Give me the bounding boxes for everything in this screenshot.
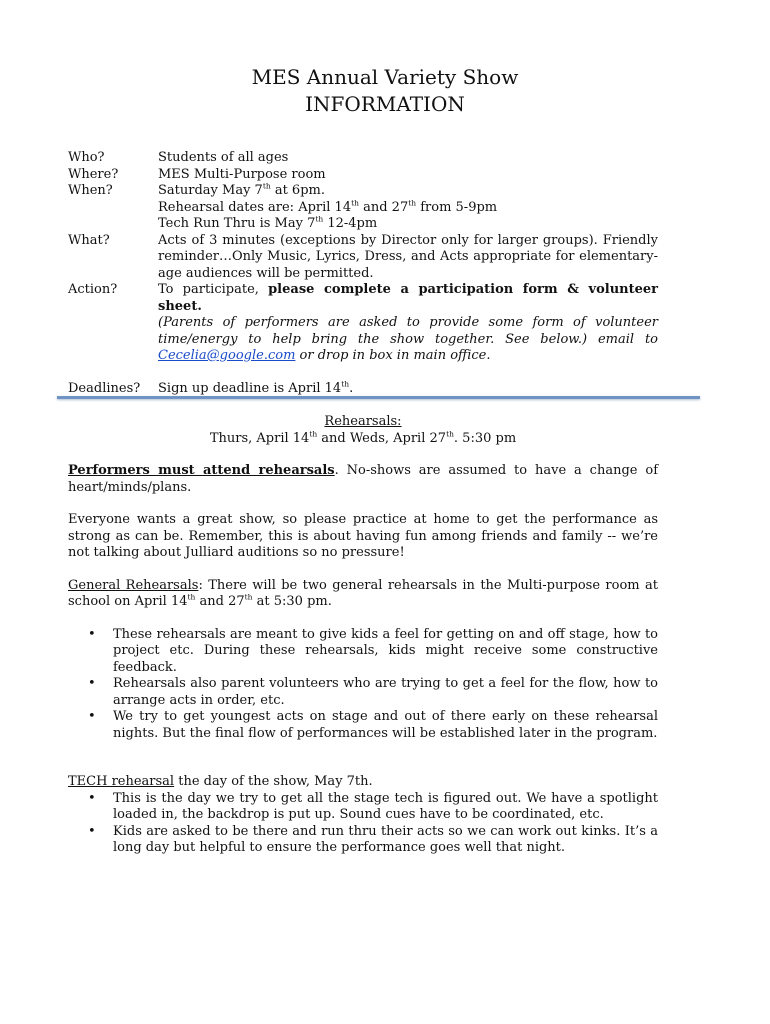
list-item: • Rehearsals also parent volunteers who are trying to get a feel for the flow, how to arrange acts in order, etc.	[68, 676, 658, 709]
document-title	[0, 64, 770, 118]
list-item: • This is the day we try to get all the stage tech is figured out. We have a spotlight loaded in, the backdrop is put up. Sound cues have to be coordinated, etc.	[68, 791, 658, 824]
who-value: Students of all ages	[158, 150, 289, 165]
list-item: • We try to get youngest acts on stage and out of there early on these rehearsal nights. But the final flow of performances will be established later in the program.	[68, 709, 658, 742]
rehearsals-dates: Thurs, April 14th and Weds, April 27th. 5:30 pm	[209, 429, 517, 446]
info-table	[68, 150, 658, 397]
everyone-paragraph: Everyone wants a great show, so please practice at home to get the performance as strong as can be. Remember, this is about having fun among friends and family -- we’re not talking about Julliard auditions so no pressure!	[68, 512, 658, 560]
tech-rehearsal-paragraph: TECH rehearsal the day of the show, May 7th.	[68, 774, 373, 789]
deadlines-value: Sign up deadline is April 14th.	[158, 379, 354, 396]
list-item: • Kids are asked to be there and run thru their acts so we can work out kinks. It’s a long day but helpful to ensure the performance goes well that night.	[68, 824, 658, 857]
when-line-2: Rehearsal dates are: April 14th and 27th from 5-9pm	[158, 198, 498, 215]
info-row-where	[68, 167, 658, 184]
email-link[interactable]: Cecelia@google.com	[158, 348, 296, 363]
who-label: Who?	[68, 150, 105, 165]
where-value: MES Multi-Purpose room	[158, 166, 326, 182]
info-row-what	[68, 233, 658, 283]
list-item: • These rehearsals are meant to give kids a feel for getting on and off stage, how to project etc. During these rehearsals, kids might receive some constructive feedback.	[68, 627, 658, 677]
rehearsals-section	[68, 414, 658, 857]
when-value	[158, 183, 658, 233]
general-rehearsals-label: General Rehearsals	[68, 577, 199, 593]
tech-rehearsal-label: TECH rehearsal	[68, 774, 175, 789]
action-bold-text: please complete a participation form & volunteer sheet.	[158, 282, 659, 314]
action-value: To participate, please complete a participation form & volunteer sheet. (Parents of performers are asked to provide some form of volunteer time/energy to help bring the show together. See below.) email to Cecelia@google.com or drop in box in main office.	[158, 282, 659, 363]
when-line-1: Saturday May 7th at 6pm.	[158, 181, 325, 198]
when-label: When?	[68, 183, 113, 198]
info-row-when	[68, 183, 658, 233]
info-row-action	[68, 282, 658, 365]
where-label: Where?	[68, 166, 119, 182]
deadlines-label: Deadlines?	[68, 380, 141, 396]
general-rehearsals-list	[68, 627, 658, 743]
info-row-deadlines	[68, 381, 658, 398]
general-rehearsals-paragraph: General Rehearsals: There will be two general rehearsals in the Multi-purpose room at school on April 14th and 27th at 5:30 pm.	[68, 577, 658, 609]
performers-bold: Performers must attend rehearsals	[68, 463, 335, 478]
info-row-who	[68, 150, 658, 167]
title-line-1: MES Annual Variety Show	[251, 65, 519, 89]
section-divider	[57, 396, 700, 399]
action-label: Action?	[68, 282, 118, 297]
what-value: Acts of 3 minutes (exceptions by Director only for larger groups). Friendly reminder…Only Music, Lyrics, Dress, and Acts appropriate for elementary-age audiences will be permitted.	[158, 232, 658, 281]
title-line-2: INFORMATION	[305, 92, 465, 116]
rehearsals-heading: Rehearsals:	[324, 414, 402, 429]
performers-paragraph: Performers must attend rehearsals. No-shows are assumed to have a change of heart/minds/plans.	[68, 463, 659, 495]
what-label: What?	[68, 232, 110, 248]
tech-rehearsal-list	[68, 791, 658, 857]
when-line-3: Tech Run Thru is May 7th 12-4pm	[158, 214, 378, 231]
